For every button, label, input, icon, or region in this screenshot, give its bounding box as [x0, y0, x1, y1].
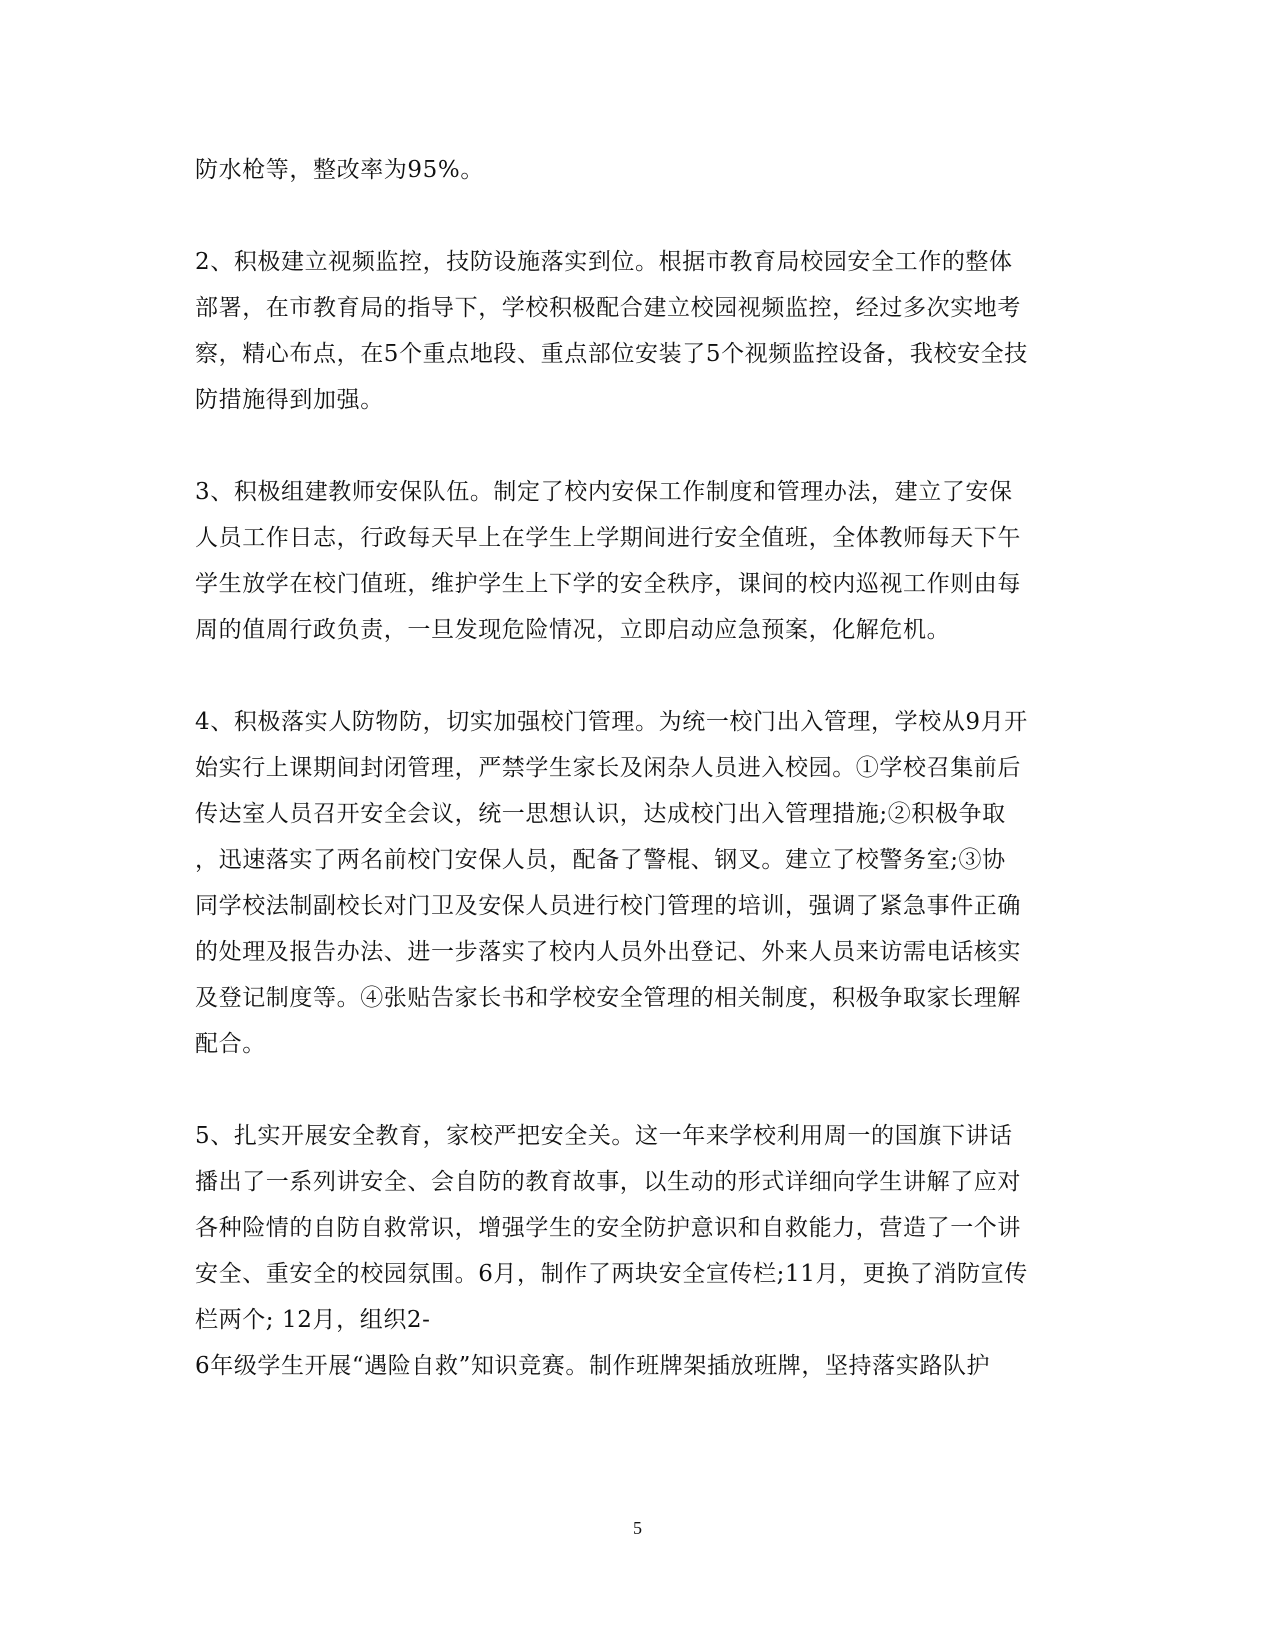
paragraph-3-line-1: 3、积极组建教师安保队伍。制定了校内安保工作制度和管理办法，建立了安保 [195, 479, 1013, 505]
page-number: 5 [633, 1518, 642, 1538]
paragraph-4-line-4: ，迅速落实了两名前校门安保人员，配备了警棍、钢叉。建立了校警务室;③协 [195, 847, 1006, 873]
paragraph-2-line-1: 2、积极建立视频监控，技防设施落实到位。根据市教育局校园安全工作的整体 [195, 249, 1013, 275]
paragraph-4-line-6: 的处理及报告办法、进一步落实了校内人员外出登记、外来人员来访需电话核实 [195, 939, 1021, 965]
paragraph-5-line-4: 安全、重安全的校园氛围。6月，制作了两块安全宣传栏;11月，更换了消防宣传 [195, 1261, 1028, 1287]
paragraph-4-line-8: 配合。 [195, 1031, 266, 1057]
paragraph-4-line-5: 同学校法制副校长对门卫及安保人员进行校门管理的培训，强调了紧急事件正确 [195, 893, 1021, 919]
paragraph-4-line-3: 传达室人员召开安全会议，统一思想认识，达成校门出入管理措施;②积极争取 [195, 801, 1006, 827]
paragraph-2-line-3: 察，精心布点，在5个重点地段、重点部位安装了5个视频监控设备，我校安全技 [195, 341, 1028, 367]
paragraph-5-line-5: 栏两个; 12月，组织2- [195, 1307, 431, 1333]
paragraph-2-line-4: 防措施得到加强。 [195, 387, 384, 413]
paragraph-5-line-2: 播出了一系列讲安全、会自防的教育故事，以生动的形式详细向学生讲解了应对 [195, 1169, 1021, 1195]
paragraph-5-line-1: 5、扎实开展安全教育，家校严把安全关。这一年来学校利用周一的国旗下讲话 [195, 1123, 1013, 1149]
paragraph-1-line-1: 防水枪等，整改率为95%。 [195, 157, 484, 183]
paragraph-5-line-3: 各种险情的自防自救常识，增强学生的安全防护意识和自救能力，营造了一个讲 [195, 1215, 1021, 1241]
paragraph-4-line-1: 4、积极落实人防物防，切实加强校门管理。为统一校门出入管理，学校从9月开 [195, 709, 1028, 735]
paragraph-2-line-2: 部署，在市教育局的指导下，学校积极配合建立校园视频监控，经过多次实地考 [195, 295, 1021, 321]
paragraph-3-line-3: 学生放学在校门值班，维护学生上下学的安全秩序，课间的校内巡视工作则由每 [195, 571, 1021, 597]
paragraph-4-line-2: 始实行上课期间封闭管理，严禁学生家长及闲杂人员进入校园。①学校召集前后 [195, 755, 1021, 781]
paragraph-3-line-4: 周的值周行政负责，一旦发现危险情况，立即启动应急预案，化解危机。 [195, 617, 951, 643]
paragraph-4-line-7: 及登记制度等。④张贴告家长书和学校安全管理的相关制度，积极争取家长理解 [195, 985, 1021, 1011]
paragraph-5-line-6: 6年级学生开展“遇险自救”知识竞赛。制作班牌架插放班牌，坚持落实路队护 [195, 1353, 991, 1379]
paragraph-3-line-2: 人员工作日志，行政每天早上在学生上学期间进行安全值班，全体教师每天下午 [195, 525, 1021, 551]
